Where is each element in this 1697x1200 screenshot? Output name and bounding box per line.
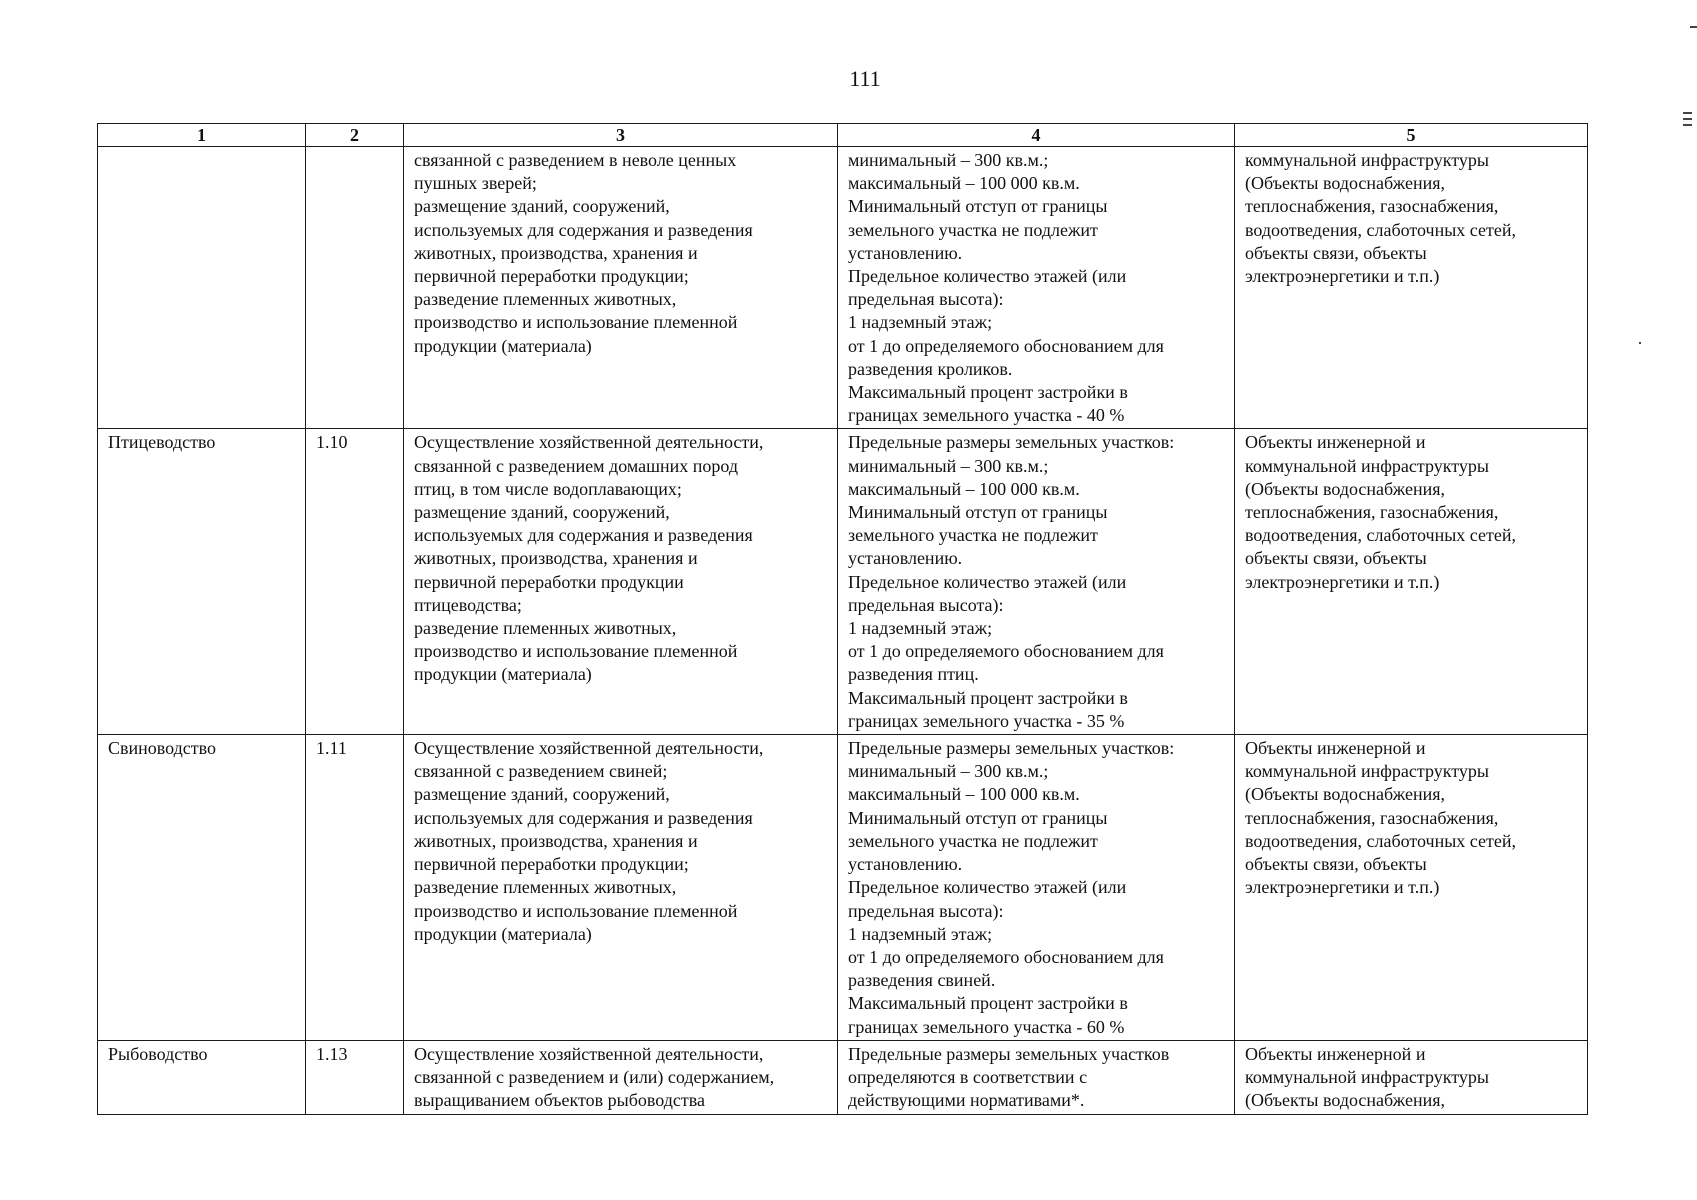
table-row [98,147,1588,429]
land-use-code [306,1040,404,1114]
land-use-description-text: связанной с разведением в неволе ценных пушных зверей; размещение зданий, сооружений, используемых для содержания и разведения животных, производства, хранения и первичной переработки продукции; разведение племенных животных, производство и использование племенной продукции (материала) [414,150,753,356]
land-use-auxiliary [1235,147,1588,429]
land-use-name [98,735,306,1041]
column-header-1: 1 [98,124,306,147]
land-use-auxiliary-text: Объекты инженерной и коммунальной инфраструктуры (Объекты водоснабжения, теплоснабжения, газоснабжения, водоотведения, слаботочных сетей, объекты связи, объекты электроэнергетики и т.п.) [1245,432,1516,592]
land-use-auxiliary [1235,1040,1588,1114]
land-use-description-text: Осуществление хозяйственной деятельности, связанной с разведением и (или) содержанием, выращиванием объектов рыбоводства [414,1043,775,1111]
land-use-auxiliary [1235,735,1588,1041]
column-header-3: 3 [404,124,838,147]
column-header-2: 2 [306,124,404,147]
column-header-5: 5 [1235,124,1588,147]
land-use-parameters [838,429,1235,735]
column-header-4: 4 [838,124,1235,147]
land-use-parameters [838,735,1235,1041]
land-use-auxiliary-text: Объекты инженерной и коммунальной инфраструктуры (Объекты водоснабжения, [1245,1043,1489,1111]
land-use-parameters-text: Предельные размеры земельных участков определяются в соответствии с действующими нормативами*. [848,1043,1170,1111]
land-use-description [404,1040,838,1114]
land-use-code [306,147,404,429]
land-use-description [404,429,838,735]
land-use-name [98,1040,306,1114]
table-row [98,1040,1588,1114]
page-number: 111 [849,66,881,91]
land-use-auxiliary [1235,429,1588,735]
table-header-row [98,124,1588,147]
land-use-name-text: Свиноводство [108,738,217,759]
table-row [98,735,1588,1041]
land-use-parameters-text: Предельные размеры земельных участков: минимальный – 300 кв.м.; максимальный – 100 000 кв.м. Минимальный отступ от границы земельного участка не подлежит установлению. Предельное количество этажей (или предельная высота): 1 надземный этаж; от 1 до определяемого обоснованием для разведения свиней. Максимальный процент застройки в границах земельного участка - 60 % [848,738,1175,1037]
scan-margin-mark [1683,118,1692,120]
land-use-parameters-text: минимальный – 300 кв.м.; максимальный – 100 000 кв.м. Минимальный отступ от границы земельного участка не подлежит установлению. Предельное количество этажей (или предельная высота): 1 надземный этаж; от 1 до определяемого обоснованием для разведения кроликов. Максимальный процент застройки в границах земельного участка - 40 % [848,150,1164,426]
land-use-description [404,735,838,1041]
land-use-parameters [838,147,1235,429]
land-use-parameters [838,1040,1235,1114]
land-use-code-text: 1.10 [316,432,348,453]
land-use-code-text: 1.13 [316,1043,348,1064]
scan-margin-mark [1683,124,1692,126]
land-use-name [98,147,306,429]
land-use-name-text: Рыбоводство [108,1043,208,1064]
land-use-code [306,429,404,735]
land-use-description-text: Осуществление хозяйственной деятельности, связанной с разведением домашних пород птиц, в том числе водоплавающих; размещение зданий, сооружений, используемых для содержания и разведения животных, производства, хранения и первичной переработки продукции птицеводства; разведение племенных животных, производство и использование племенной продукции (материала) [414,432,764,685]
land-use-parameters-text: Предельные размеры земельных участков: минимальный – 300 кв.м.; максимальный – 100 000 кв.м. Минимальный отступ от границы земельного участка не подлежит установлению. Предельное количество этажей (или предельная высота): 1 надземный этаж; от 1 до определяемого обоснованием для разведения птиц. Максимальный процент застройки в границах земельного участка - 35 % [848,432,1175,731]
land-use-description-text: Осуществление хозяйственной деятельности, связанной с разведением свиней; размещение зданий, сооружений, используемых для содержания и разведения животных, производства, хранения и первичной переработки продукции; разведение племенных животных, производство и использование племенной продукции (материала) [414,738,764,944]
land-use-code-text: 1.11 [316,738,347,759]
table-row [98,429,1588,735]
land-use-name-text: Птицеводство [108,432,216,453]
land-use-description [404,147,838,429]
scan-margin-mark [1683,112,1692,114]
land-use-auxiliary-text: Объекты инженерной и коммунальной инфраструктуры (Объекты водоснабжения, теплоснабжения, газоснабжения, водоотведения, слаботочных сетей, объекты связи, объекты электроэнергетики и т.п.) [1245,738,1516,898]
land-use-name [98,429,306,735]
land-use-code [306,735,404,1041]
zoning-table [97,123,1588,1115]
scan-margin-mark [1690,26,1697,28]
land-use-auxiliary-text: коммунальной инфраструктуры (Объекты водоснабжения, теплоснабжения, газоснабжения, водоотведения, слаботочных сетей, объекты связи, объекты электроэнергетики и т.п.) [1245,150,1516,287]
scan-dot [1639,342,1641,344]
